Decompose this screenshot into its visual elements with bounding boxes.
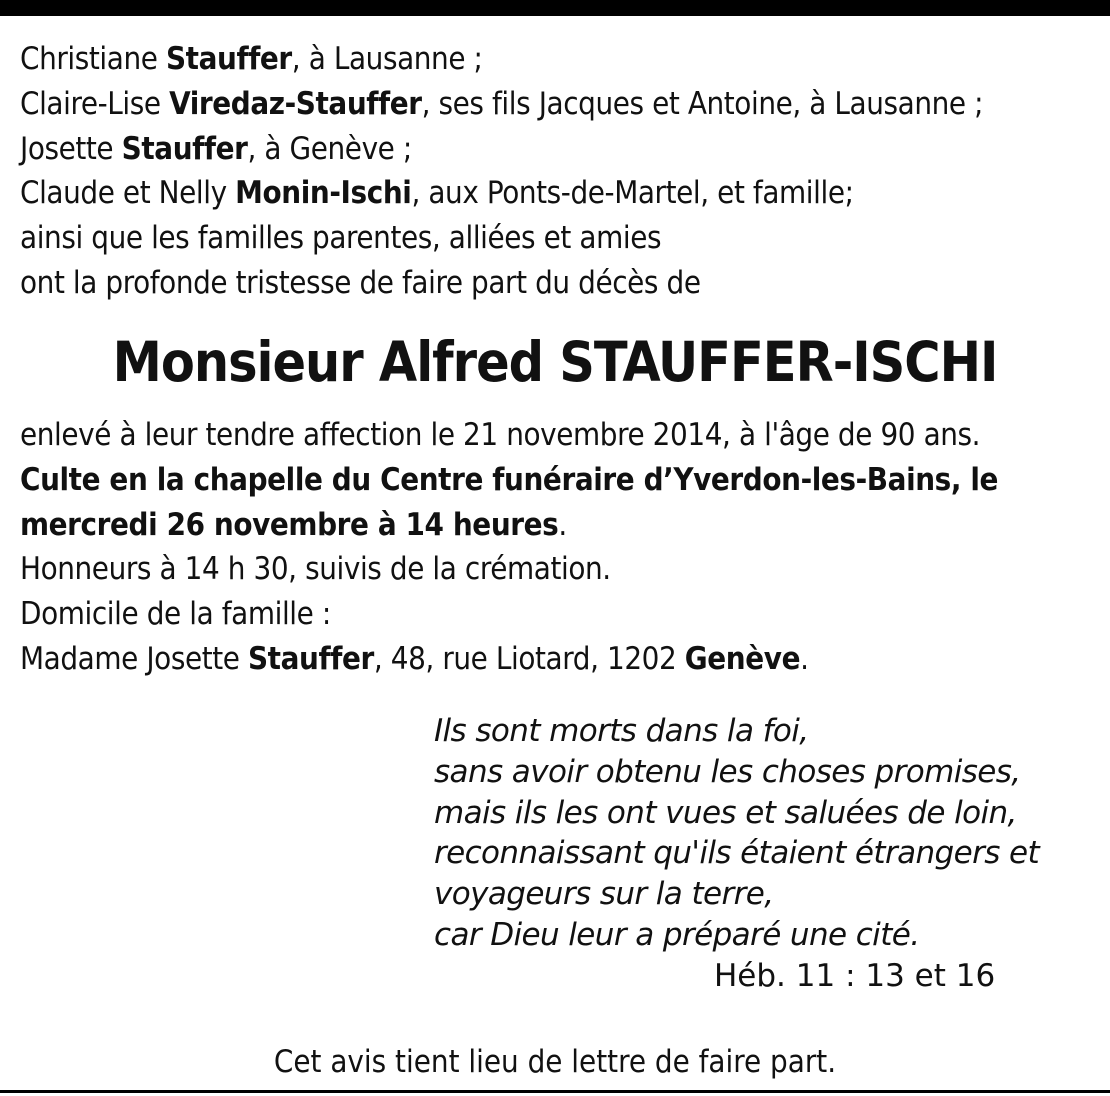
deceased-name: Monsieur Alfred STAUFFER-ISCHI (112, 330, 998, 394)
domicile-label: Domicile de la famille : (20, 596, 331, 633)
passing-line: enlevé à leur tendre affection le 21 novembre 2014, à l'âge de 90 ans. (20, 417, 981, 453)
family-text: , à Lausanne ; (291, 41, 483, 77)
family-line-5 (20, 216, 1095, 261)
family-text: , aux Ponts-de-Martel, et famille; (411, 175, 854, 212)
domicile-street: , 48, rue Liotard, 1202 (373, 640, 685, 677)
bible-verse (434, 711, 1104, 997)
verse-reference: Héb. 11 : 13 et 16 (714, 957, 996, 994)
service-text: Culte en la chapelle du Centre funéraire d’Yverdon-les-Bains, le mercredi 26 novembre à 14 heures (20, 461, 999, 543)
domicile-city: Genève (684, 640, 801, 677)
family-text: ont la profonde tristesse de faire part du décès de (20, 264, 701, 301)
family-text: Claire-Lise (20, 85, 170, 122)
family-text: Josette (20, 130, 122, 167)
family-list (20, 37, 1095, 306)
service-info (20, 458, 1095, 548)
domicile-text: Madame Josette (20, 640, 248, 677)
top-border-rule (0, 0, 1110, 16)
domicile-address (20, 637, 1095, 682)
verse-line: Ils sont morts dans la foi, (434, 713, 809, 749)
footer-note: Cet avis tient lieu de lettre de faire part. (273, 1044, 837, 1080)
bottom-border-rule (0, 1090, 1110, 1093)
family-line-2 (20, 82, 1095, 127)
family-surname: Viredaz-Stauffer (169, 85, 422, 122)
family-line-6 (20, 261, 1095, 306)
family-text: ainsi que les familles parentes, alliées et amies (20, 220, 662, 257)
family-line-1 (20, 37, 1095, 82)
family-line-3 (20, 127, 1095, 172)
family-text: Claude et Nelly (20, 175, 236, 212)
family-text: Christiane (20, 41, 166, 77)
domicile-punct: . (800, 640, 809, 677)
verse-line: reconnaissant qu'ils étaient étrangers et (434, 835, 1040, 872)
deceased-name-block (0, 322, 1110, 402)
honors-line: Honneurs à 14 h 30, suivis de la crémation. (20, 551, 611, 588)
domicile-surname: Stauffer (248, 640, 374, 677)
family-surname: Stauffer (165, 41, 292, 77)
family-line-4 (20, 171, 1095, 216)
verse-line: car Dieu leur a préparé une cité. (434, 916, 920, 953)
family-text: , à Genève ; (247, 130, 412, 167)
family-surname: Monin-Ischi (235, 175, 412, 212)
family-text: , ses fils Jacques et Antoine, à Lausanne ; (421, 85, 984, 122)
verse-line: sans avoir obtenu les choses promises, (434, 753, 1021, 790)
service-punct: . (558, 506, 567, 543)
verse-line: mais ils les ont vues et saluées de loin, (434, 794, 1017, 831)
verse-line: voyageurs sur la terre, (434, 876, 774, 913)
family-surname: Stauffer (121, 130, 248, 167)
announcement-details (20, 413, 1095, 682)
